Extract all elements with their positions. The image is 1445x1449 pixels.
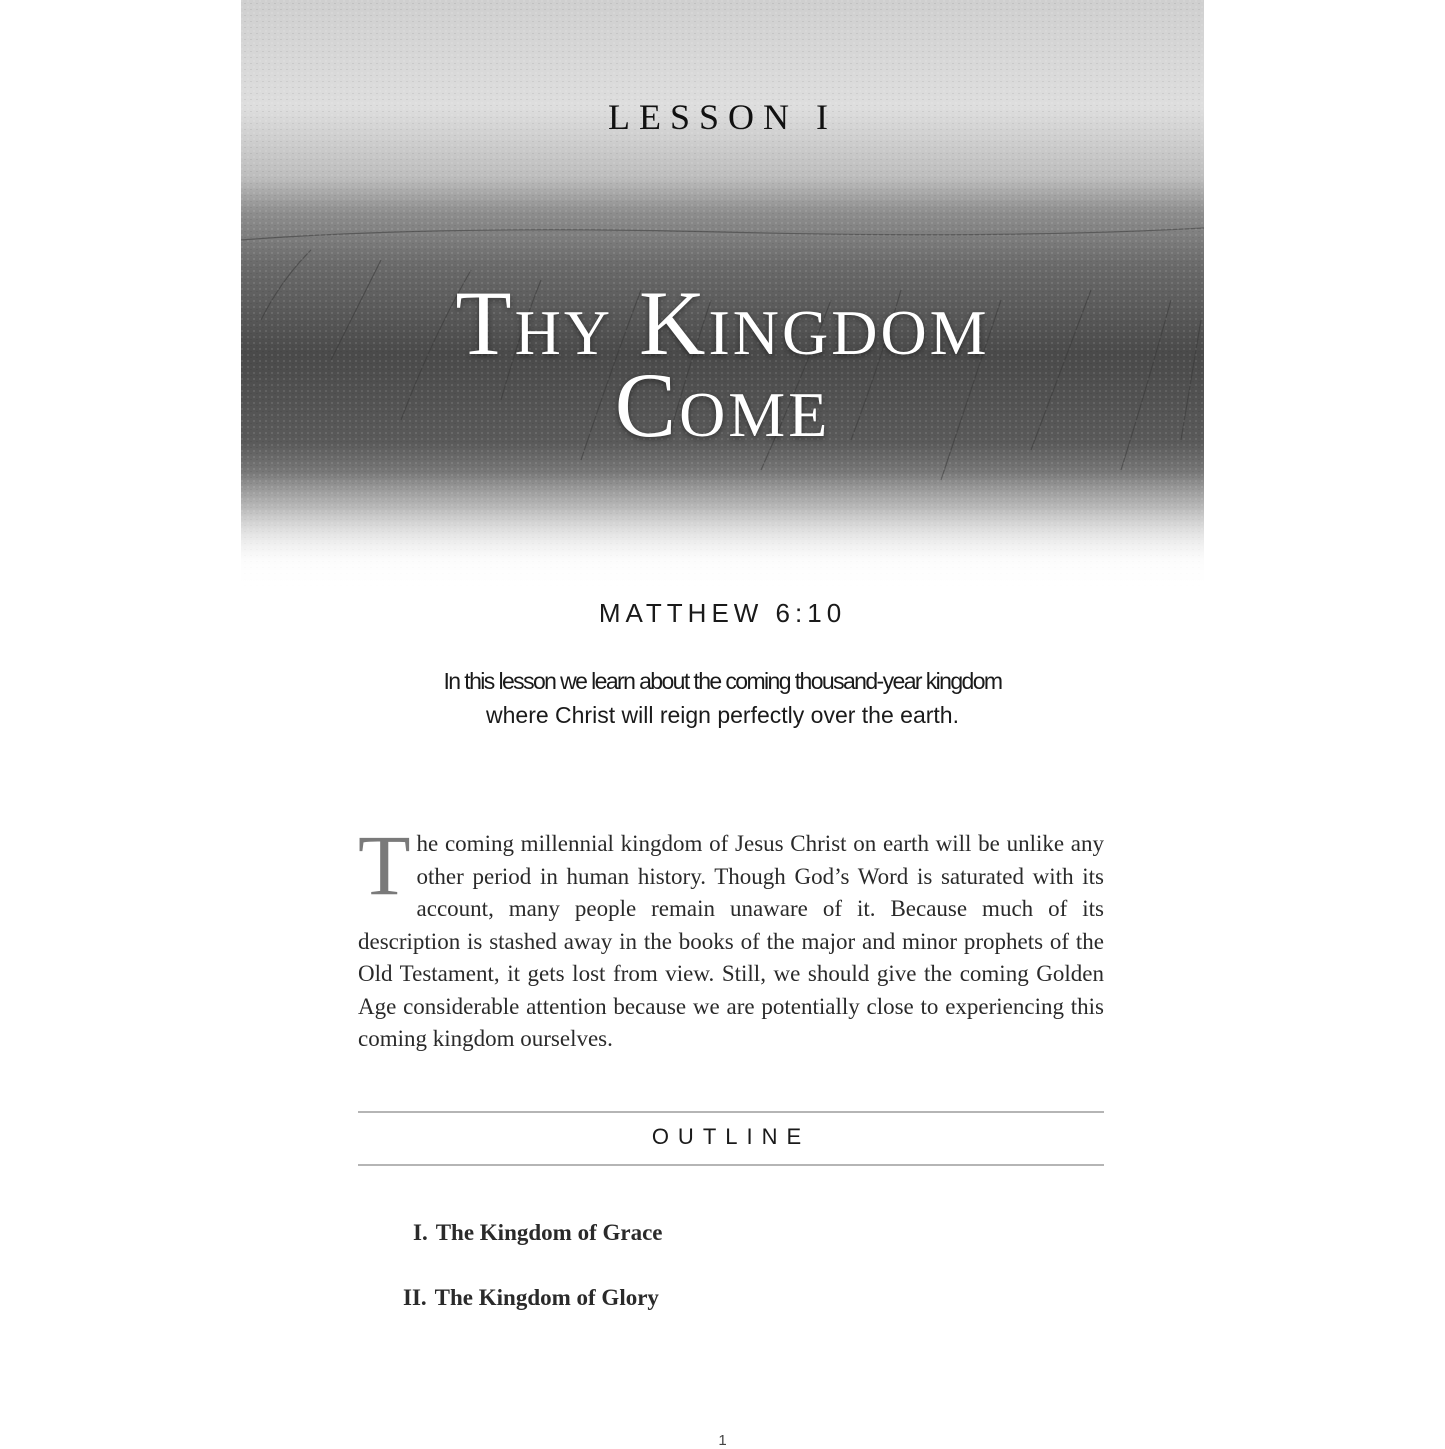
outline-item xyxy=(403,1285,659,1311)
outline-item-number: I. xyxy=(413,1220,428,1245)
drop-cap: T xyxy=(358,817,411,913)
lesson-summary-line1: In this lesson we learn about the coming thousand-year kingdom xyxy=(443,668,1002,694)
outline-item xyxy=(413,1220,663,1246)
outline-item-number: II. xyxy=(403,1285,427,1310)
outline-top-rule xyxy=(358,1111,1104,1113)
lesson-title-line1: Thy Kingdom xyxy=(455,272,990,374)
outline-heading: OUTLINE xyxy=(651,1124,811,1149)
lesson-summary xyxy=(391,664,1054,732)
outline-item-label: The Kingdom of Grace xyxy=(435,1220,663,1245)
lesson-summary-line2: where Christ will reign perfectly over the earth. xyxy=(486,702,959,728)
wheat-field-photo xyxy=(241,0,1204,590)
scripture-reference: MATTHEW 6:10 xyxy=(598,598,847,628)
lesson-label: LESSON I xyxy=(607,97,837,137)
lesson-title xyxy=(241,272,1204,456)
outline-bottom-rule xyxy=(358,1164,1104,1166)
book-page xyxy=(241,0,1204,1449)
page-number: 1 xyxy=(718,1432,727,1449)
outline-item-label: The Kingdom of Glory xyxy=(434,1285,659,1310)
body-text: he coming millennial kingdom of Jesus Christ on earth will be unlike any other period in human history. Though God’s Word is saturated with its account, many people remain unaware of it. Because much of its description is stashed away in the books of the major and minor prophets of the Old Testament, it gets lost from view. Still, we should give the coming Golden Age considerable attention because we are potentially close to experiencing this coming kingdom ourselves. xyxy=(358,831,1104,1051)
lesson-title-line2: Come xyxy=(614,354,831,456)
lesson-body-paragraph xyxy=(358,817,1104,1056)
